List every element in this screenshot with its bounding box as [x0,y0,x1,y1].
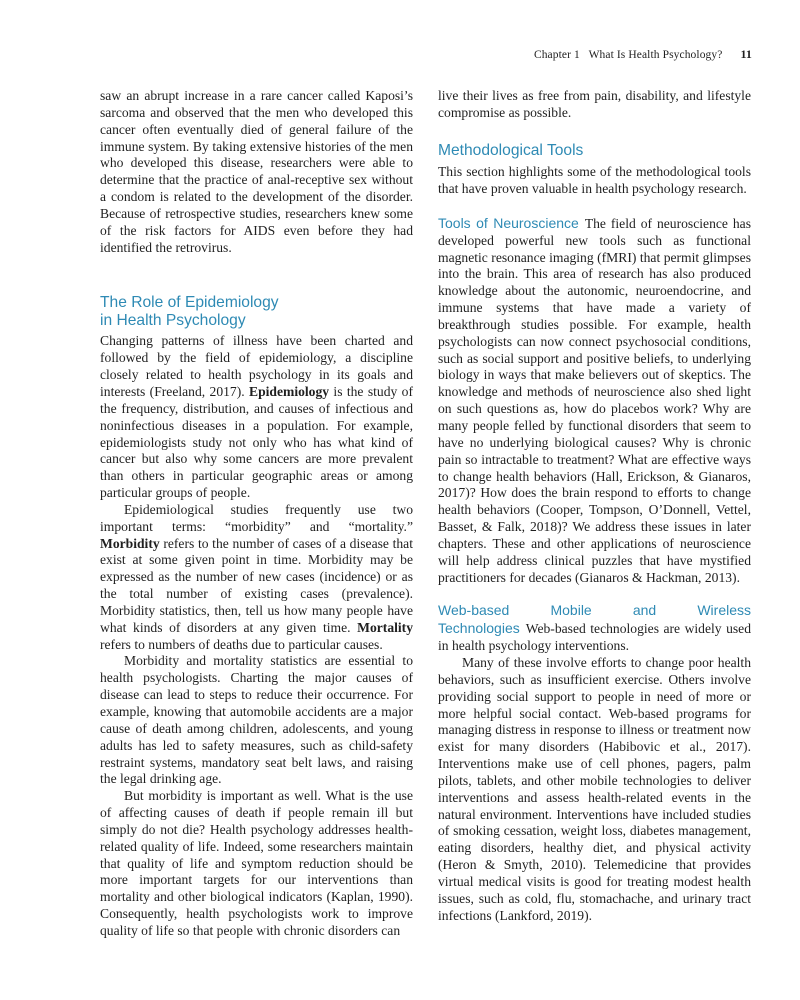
heading-line-1: The Role of Epidemiology [100,294,279,312]
section-heading-epidemiology [100,294,413,329]
paragraph-statistics: Morbidity and mortality statistics are essential to health psychologists. Charting the major causes of disease can lead to steps to reduce their occurrence. For example, knowing that automobile accidents are a major cause of death among children, adolescents, and young adults has led to safety measures, such as child-safety restraint systems, mandatory seat belt laws, and raising the legal drinking age. [100,653,413,787]
text: Epidemiological studies frequently use two important terms: “morbidity” and “mortality.” [100,501,413,534]
paragraph-epidemiology-intro [100,333,413,501]
text: refers to numbers of deaths due to particular causes. [100,636,383,652]
page-number: 11 [740,47,752,61]
key-term-mortality: Mortality [357,619,413,635]
text: Changing patterns of illness have been charted and followed by the field of epidemiology, a discipline closely related to health psychology in its goals and interests (Freeland, 2017). [100,333,413,399]
paragraph-continuation: saw an abrupt increase in a rare cancer called Kaposi’s sarcoma and observed that the men who developed this cancer often eventually died of general failure of the immune system. By taking extensive histories of the men who developed this disease, researchers were able to determine that the practice of anal-receptive sex without a condom is related to the development of the disorder. Because of retrospective studies, researchers knew some of the risk factors for AIDS even before they had identified the retrovirus. [100,88,413,255]
text: refers to the number of cases of a disease that exist at some given point in time. Morbidity may be expressed as the number of new cases (incidence) or as the total number of existing cases (prevalence). Morbidity statistics, then, tell us how many people have what kinds of disorders at any given time. [100,535,413,635]
paragraph-web-based [438,602,751,655]
text: is the study of the frequency, distribution, and causes of infectious and noninfectious diseases in a population. For example, epidemiologists study not only who has what kind of cancer but also why some cancers are more prevalent than others in particular geographic areas or among particular groups of people. [100,383,413,501]
subheading-web-based: Web-based Mobile and Wireless Technologies [438,602,751,637]
text: Web-based technologies are widely used in health psychology interventions. [438,621,751,654]
key-term-morbidity: Morbidity [100,535,160,551]
paragraph-neuroscience [438,215,751,587]
paragraph-mobile-interventions: Many of these involve efforts to change poor health behaviors, such as insufficient exercise. Others involve providing social support to people in need of more or more helpful social contact. Web-based programs for managing distress in response to illness or treatment now exist for many disorders (Habibovic et al., 2017). Interventions make use of cell phones, pagers, palm pilots, tablets, and other mobile technologies to deliver interventions and assess health-related events in the natural environment. Interventions have included studies of smoking cessation, weight loss, diabetes management, eating disorders, healthy diet, and physical activity (Heron & Smyth, 2010). Telemedicine that provides virtual medical visits is good for treating modest health issues, such as cold, flu, stomachache, and urinary tract infections (Lankford, 2019). [438,654,751,923]
paragraph-morbidity-mortality [100,502,413,654]
right-column [438,88,751,924]
paragraph-methodological-intro: This section highlights some of the methodological tools that have proven valuable in health psychology research. [438,164,751,197]
left-column [100,88,413,940]
paragraph-continuation-right: live their lives as free from pain, disability, and lifestyle compromise as possible. [438,88,751,120]
subheading-neuroscience: Tools of Neuroscience [438,214,579,231]
key-term-epidemiology: Epidemiology [249,383,330,399]
running-head [0,47,752,62]
chapter-title: Chapter 1 What Is Health Psychology? [533,49,723,61]
paragraph-quality-of-life: But morbidity is important as well. What is the use of affecting causes of death if people remain ill but simply do not die? Health psychology addresses health-related quality of life. Indeed, some researchers maintain that quality of life and symptom reduction should be more important targets for our interventions than mortality and other biological indicators (Kaplan, 1990). Consequently, health psychologists work to improve quality of life so that people with chronic disorders can [100,788,413,938]
section-heading-methodological-tools: Methodological Tools [438,141,584,159]
heading-line-2: in Health Psychology [100,311,246,329]
text: The field of neuroscience has developed powerful new tools such as functional magnetic resonance imaging (fMRI) that permit glimpses into the brain. This area of research has also produced knowledge about the autonomic, neuroendocrine, and immune systems that have made a variety of breakthrough studies possible. For example, health psychologists can now connect psychosocial conditions, such as social support and positive beliefs, to underlying biology in ways that make believers out of skeptics. The knowledge and methods of neuroscience also shed light on such questions as, how do placebos work? Why are many people felled by functional disorders that seem to have no underlying biological causes? Why is chronic pain so intractable to treatment? What are effective ways to change health behaviors (Hall, Erickson, & Gianaros, 2017)? How does the brain respond to efforts to change health behaviors (Cooper, Tompson, O’Donnell, Vettel, Basset, & Falk, 2018)? We address these issues in later chapters. These and other applications of neuroscience will help address clinical puzzles that have mystified practitioners for decades (Gianaros & Hackman, 2013). [438,215,751,585]
